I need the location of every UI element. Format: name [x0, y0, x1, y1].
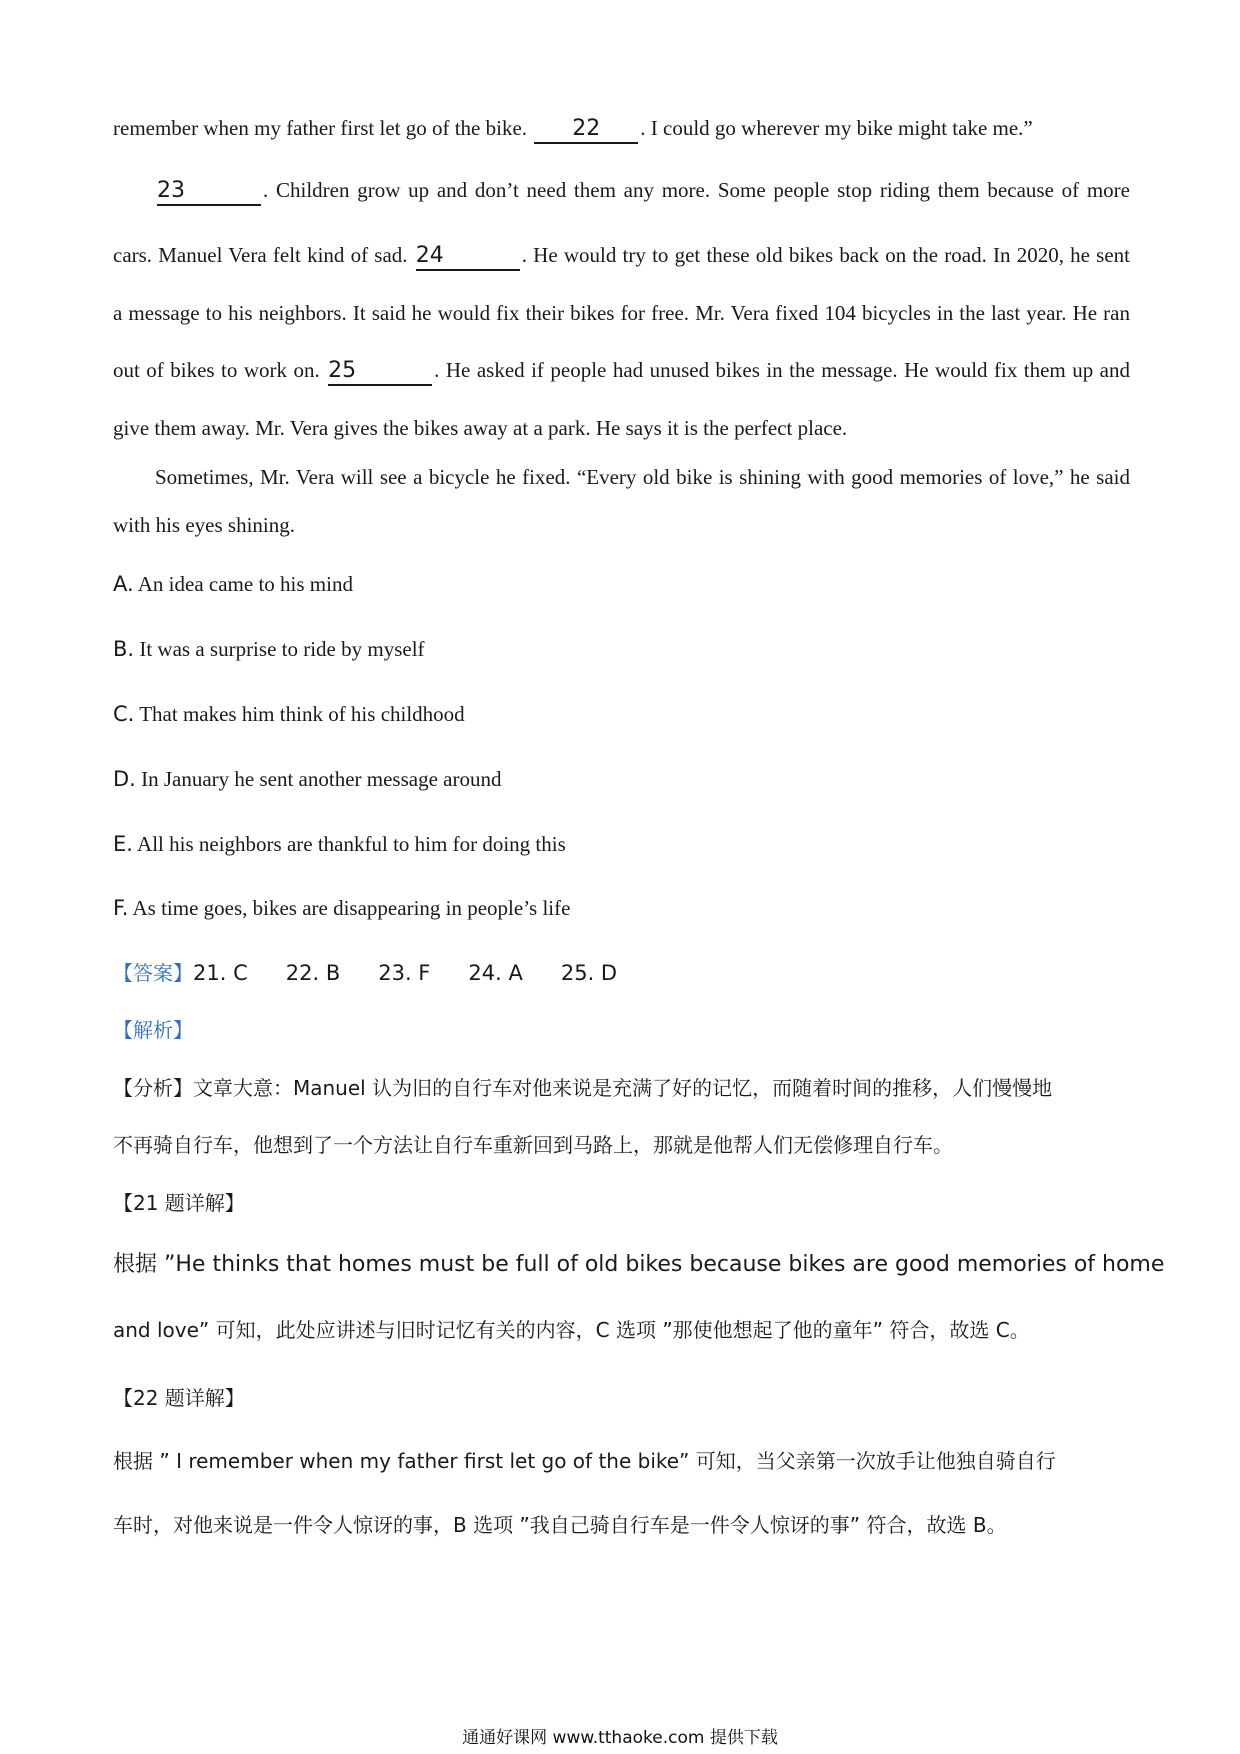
analysis-summary-1: 【分析】文章大意：Manuel 认为旧的自行车对他来说是充满了好的记忆，而随着时间的推移，人们慢慢地 [113, 1076, 1053, 1100]
option-f [113, 893, 570, 923]
blank-25: 25 [328, 358, 432, 386]
passage-line-8: with his eyes shining. [113, 513, 295, 537]
option-letter: D. [113, 767, 136, 791]
passage-line-6: give them away. Mr. Vera gives the bikes away at a park. He says it is the perfect place. [113, 416, 848, 440]
option-letter: E. [113, 832, 133, 856]
q21-line-1: 根据 ”He thinks that homes must be full of old bikes because bikes are good memories of home [113, 1252, 1165, 1277]
passage-text: . He would try to get these old bikes back on the road. In 2020, he sent [521, 243, 1130, 267]
footer-watermark: 通通好课网 www.tthaoke.com 提供下载 [462, 1728, 778, 1748]
option-d [113, 764, 501, 794]
option-text: As time goes, bikes are disappearing in people’s life [132, 896, 571, 920]
passage-text: . He asked if people had unused bikes in the message. He would fix them up and [434, 358, 1131, 382]
option-b [113, 634, 425, 664]
option-text: An idea came to his mind [137, 572, 353, 596]
passage-text: out of bikes to work on. [113, 358, 320, 382]
q22-line-2: 车时，对他来说是一件令人惊讶的事，B 选项 ”我自己骑自行车是一件令人惊讶的事” 符合，故选 B。 [113, 1513, 1007, 1537]
option-letter: B. [113, 637, 135, 661]
answer-item: 21. C [193, 961, 248, 985]
passage-line-7: Sometimes, Mr. Vera will see a bicycle he fixed. “Every old bike is shining with good memories of love,” he said [155, 465, 1130, 489]
answer-label: 【答案】 [113, 961, 193, 985]
option-text: All his neighbors are thankful to him for doing this [137, 832, 566, 856]
analysis-summary-2: 不再骑自行车，他想到了一个方法让自行车重新回到马路上，那就是他帮人们无偿修理自行车。 [113, 1133, 953, 1157]
passage-text: . Children grow up and don’t need them any more. Some people stop riding them because of more [263, 178, 1130, 202]
option-c [113, 699, 465, 729]
answer-item: 24. A [468, 961, 523, 985]
answer-item: 23. F [378, 961, 431, 985]
analysis-heading [113, 1015, 1130, 1045]
blank-22: 22 [534, 116, 638, 144]
blank-24: 24 [416, 243, 520, 271]
option-text: That makes him think of his childhood [139, 702, 465, 726]
passage-line-1 [113, 113, 1130, 144]
option-text: It was a surprise to ride by myself [139, 637, 425, 661]
passage-line-4: a message to his neighbors. It said he would fix their bikes for free. Mr. Vera fixed 104 bicycles in the last year. He ran [113, 301, 1130, 325]
passage-line-5 [113, 355, 1130, 386]
passage-line-2 [155, 175, 1130, 206]
option-letter: C. [113, 702, 135, 726]
answer-row [113, 958, 655, 988]
option-text: In January he sent another message around [141, 767, 502, 791]
analysis-label: 【解析】 [113, 1018, 193, 1042]
q21-title: 【21 题详解】 [113, 1191, 245, 1215]
option-letter: F. [113, 896, 129, 920]
answer-item: 22. B [285, 961, 341, 985]
option-a [113, 569, 353, 599]
q22-title: 【22 题详解】 [113, 1386, 245, 1410]
blank-23: 23 [157, 178, 261, 206]
passage-text: remember when my father first let go of the bike. [113, 116, 528, 140]
q21-line-2: and love” 可知，此处应讲述与旧时记忆有关的内容，C 选项 ”那使他想起了他的童年” 符合，故选 C。 [113, 1318, 1030, 1342]
passage-line-3 [113, 240, 1130, 271]
option-e [113, 829, 566, 859]
passage-text: . I could go wherever my bike might take me.” [640, 116, 1033, 140]
answer-item: 25. D [560, 961, 618, 985]
option-letter: A. [113, 572, 134, 596]
q22-line-1: 根据 ” I remember when my father first let go of the bike” 可知，当父亲第一次放手让他独自骑自行 [113, 1449, 1056, 1473]
passage-text: cars. Manuel Vera felt kind of sad. [113, 243, 408, 267]
